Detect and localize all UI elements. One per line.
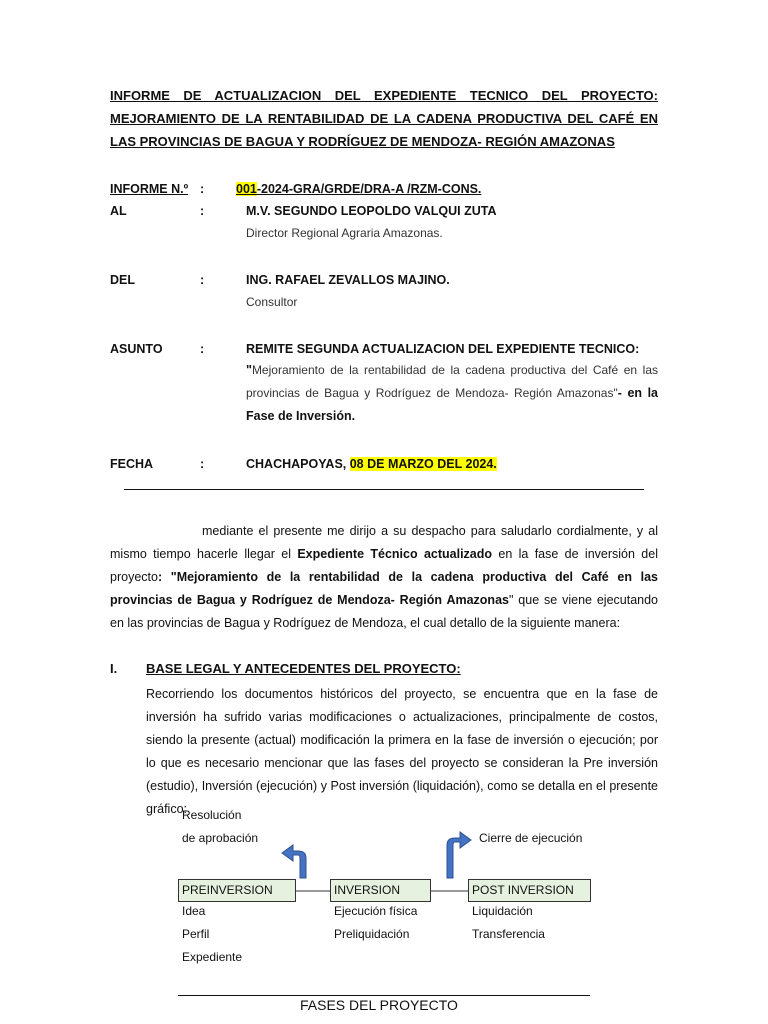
asunto-project: Mejoramiento de la rentabilidad de la cadena productiva del Café en las provincias de Bagua y Rodríguez de Mendoza- Región Amazonas" <box>246 363 658 400</box>
del-label: DEL <box>110 273 135 287</box>
phase-postinversion: POST INVERSION <box>468 879 591 902</box>
title-prefix: INFORME DE ACTUALIZACION DEL EXPEDIENTE TECNICO DEL PROYECTO: <box>110 88 658 103</box>
informe-label: INFORME N.º <box>110 182 189 196</box>
diagram-caption: FASES DEL PROYECTO <box>300 997 458 1013</box>
section-number: I. <box>110 661 118 676</box>
close-arrow-icon <box>447 832 471 878</box>
inversion-item-2: Preliquidación <box>334 927 410 941</box>
intro-colon: : <box>157 570 171 584</box>
intro-expediente: Expediente Técnico actualizado <box>297 547 493 561</box>
intro-text-1: mediante el presente me dirijo a su despacho para saludarlo cordialmente, y al mismo tiempo hacerle llegar el <box>110 524 658 561</box>
fecha-colon: : <box>200 457 205 471</box>
postinversion-item-2: Transferencia <box>472 927 545 941</box>
asunto-label: ASUNTO <box>110 342 163 356</box>
fecha-place: CHACHAPOYAS, <box>246 457 350 471</box>
asunto-tail: - en la Fase de Inversión. <box>246 386 659 423</box>
al-colon: : <box>200 204 205 218</box>
section-body: Recorriendo los documentos históricos del proyecto, se encuentra que en la fase de inversión ha sufrido varias modificaciones o actualizaciones, principalmente de costos, siendo la presente (actual) modificación la primera en la fase de inversión o ejecución; por lo que es necesario mencionar que las fases del proyecto se consideran la Pre inversión (estudio), Inversión (ejecución) y Post inversión (liquidación), como se detalla en el presente gráfico: <box>146 687 658 816</box>
del-role: Consultor <box>246 295 298 309</box>
close-execution-label: Cierre de ejecución <box>479 831 583 845</box>
al-label: AL <box>110 204 127 218</box>
del-name: ING. RAFAEL ZEVALLOS MAJINO. <box>246 273 450 287</box>
informe-colon: : <box>200 182 205 196</box>
fecha-label: FECHA <box>110 457 154 471</box>
al-name: M.V. SEGUNDO LEOPOLDO VALQUI ZUTA <box>246 204 497 218</box>
asunto-heading: REMITE SEGUNDA ACTUALIZACION DEL EXPEDIENTE TECNICO: <box>246 342 640 356</box>
resolution-label-2: de aprobación <box>182 831 259 845</box>
section-title: BASE LEGAL Y ANTECEDENTES DEL PROYECTO: <box>146 661 461 676</box>
preinversion-item-3: Expediente <box>182 950 243 964</box>
phase-inversion: INVERSION <box>330 879 431 902</box>
preinversion-item-1: Idea <box>182 904 206 918</box>
intro-project-name: "Mejoramiento de la rentabilidad de la cadena productiva del Café en las provincias de Bagua y Rodríguez de Mendoza- Región Amazonas <box>110 570 658 607</box>
del-colon: : <box>200 273 205 287</box>
asunto-quote: " <box>246 363 252 377</box>
intro-text-6: " que se viene ejecutando en las provincias de Bagua y Rodríguez de Mendoza, el cual detallo de la siguiente manera: <box>110 593 659 630</box>
preinversion-item-2: Perfil <box>182 927 210 941</box>
phase-preinversion: PREINVERSION <box>178 879 296 902</box>
informe-code: -2024-GRA/GRDE/DRA-A /RZM-CONS. <box>256 182 482 196</box>
postinversion-item-1: Liquidación <box>472 904 533 918</box>
resolution-arrow-icon <box>282 845 306 878</box>
informe-number: 001 <box>236 182 257 196</box>
asunto-colon: : <box>200 342 205 356</box>
inversion-item-1: Ejecución física <box>334 904 418 918</box>
resolution-label-1: Resolución <box>182 808 242 822</box>
al-role: Director Regional Agraria Amazonas. <box>246 226 443 240</box>
fecha-date: 08 DE MARZO DEL 2024. <box>349 457 497 471</box>
intro-text-3: en la fase de inversión del proyecto <box>110 547 658 584</box>
diagram-divider <box>178 995 590 996</box>
title-project: MEJORAMIENTO DE LA RENTABILIDAD DE LA CADENA PRODUCTIVA DEL CAFÉ EN LAS PROVINCIAS DE BAGUA Y RODRÍGUEZ DE MENDOZA- REGIÓN AMAZONAS <box>110 111 658 149</box>
